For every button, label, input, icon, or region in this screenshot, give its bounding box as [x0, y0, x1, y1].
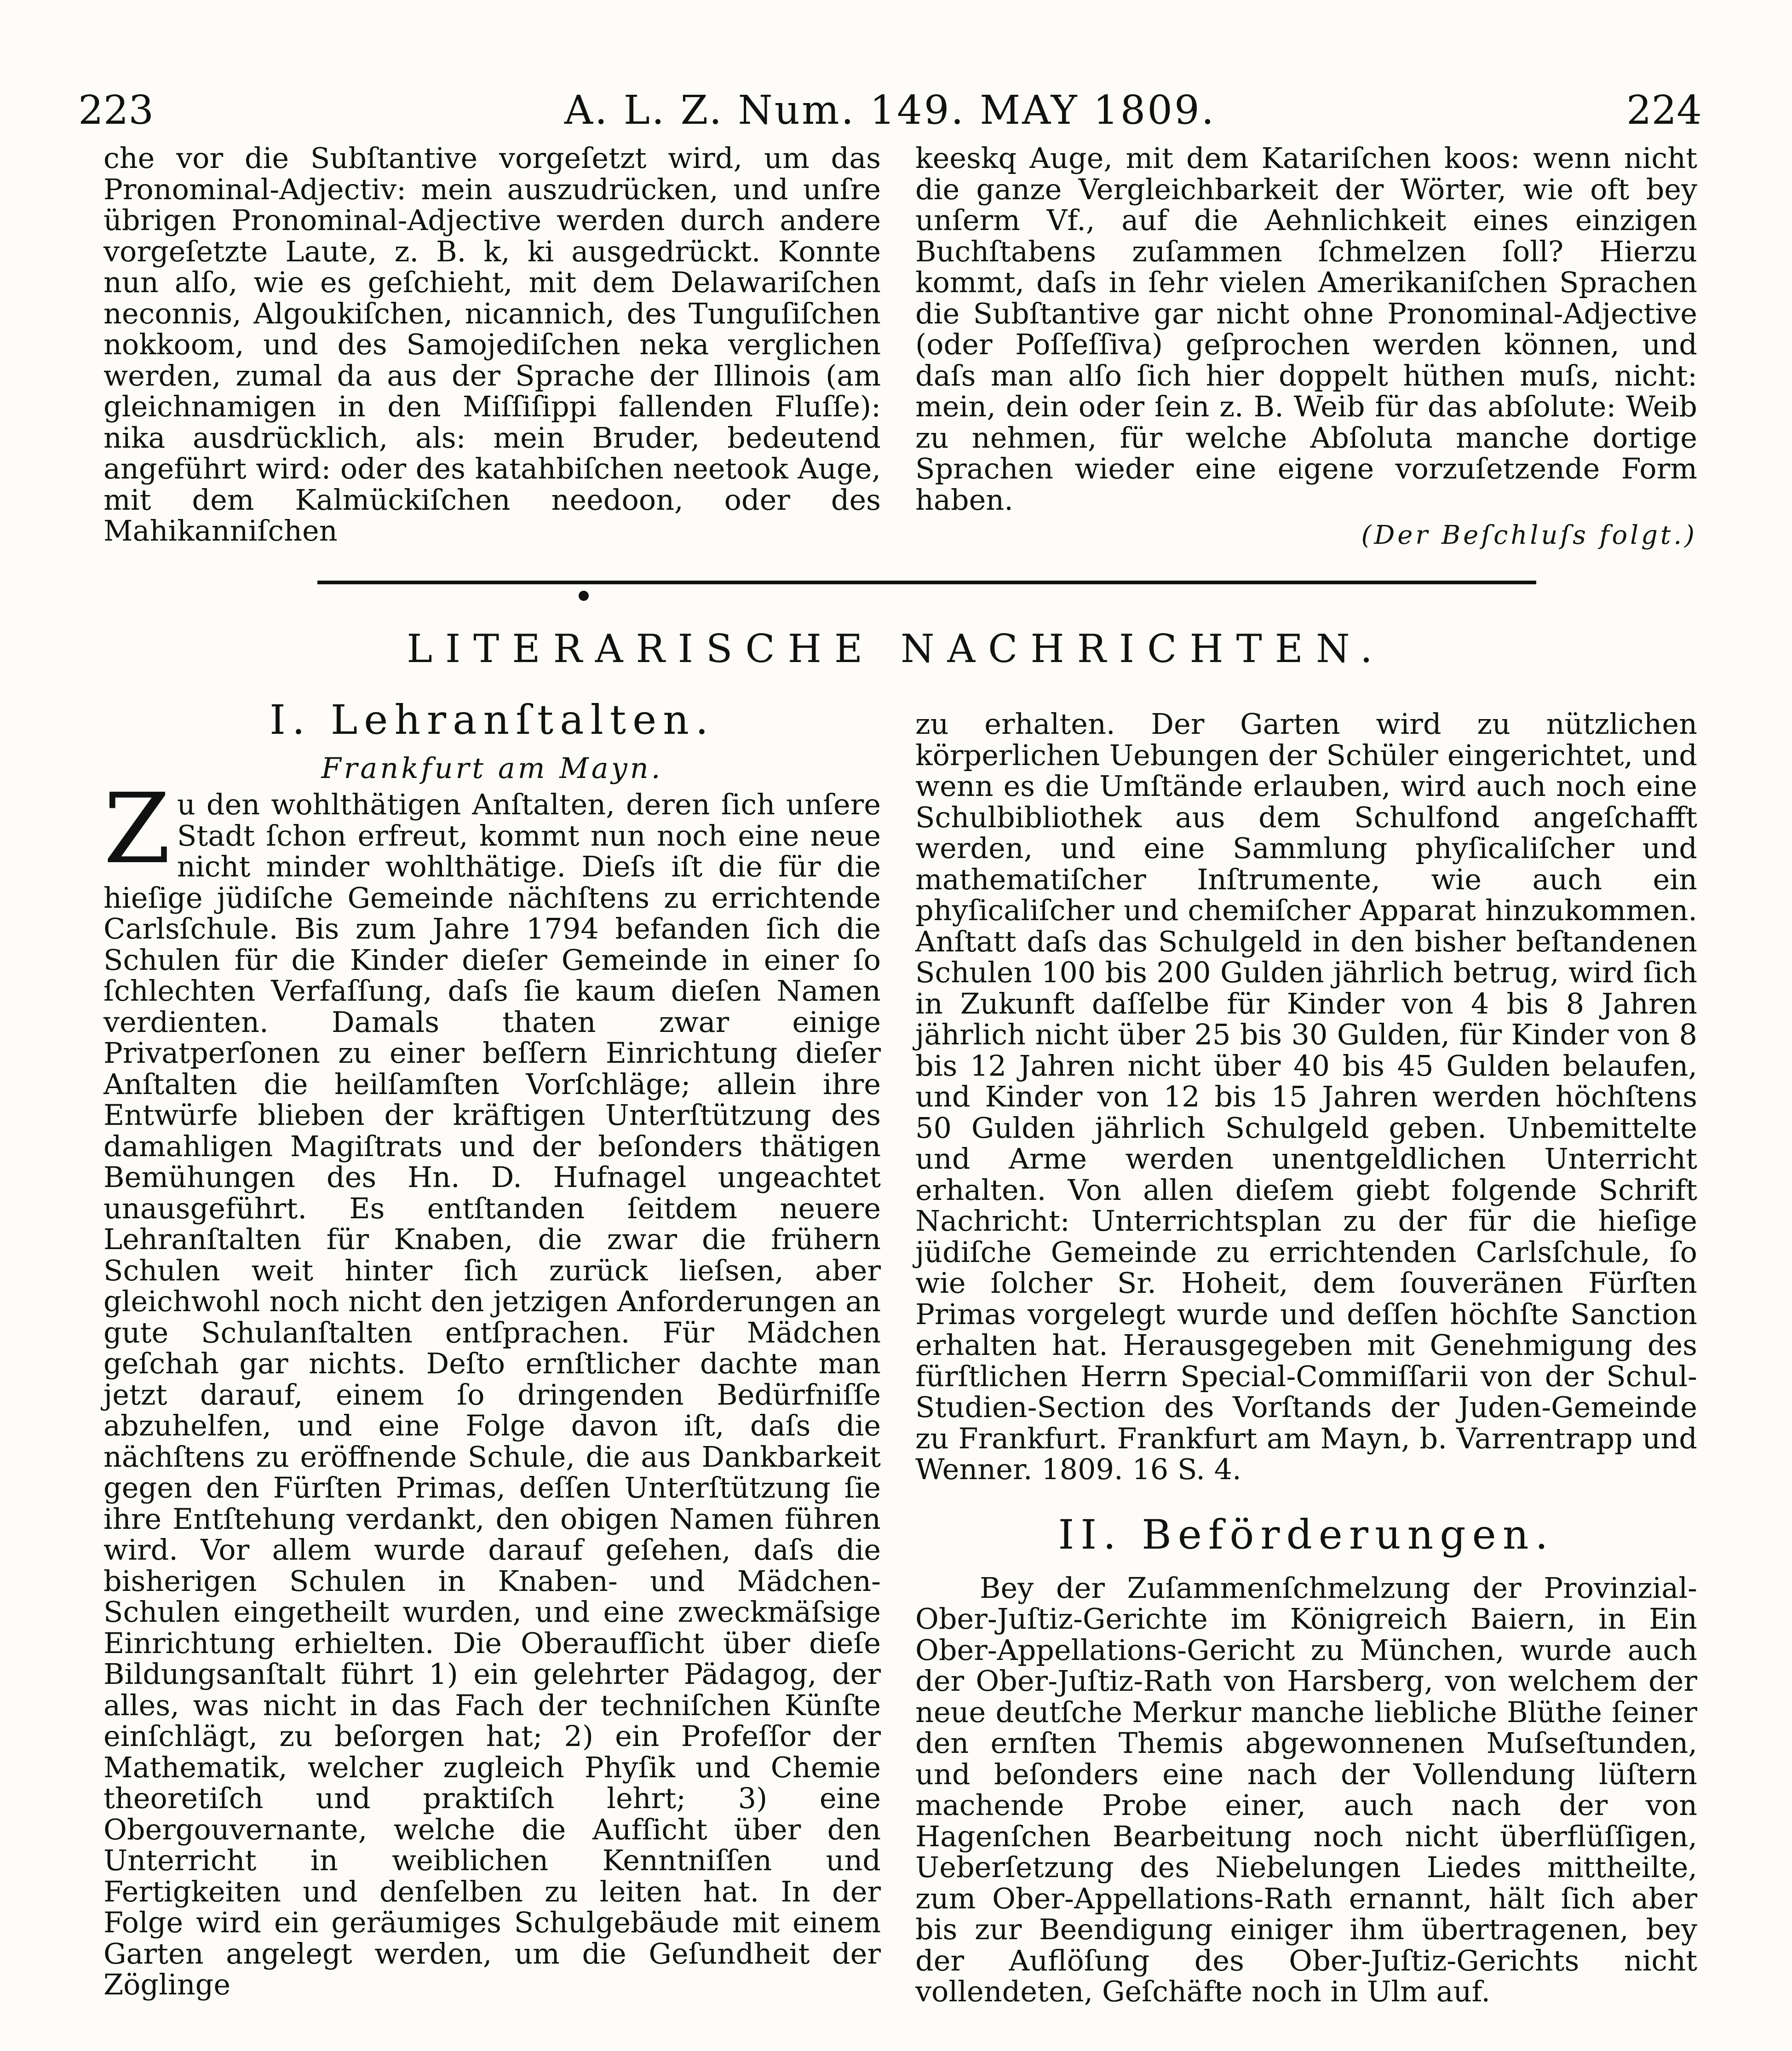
section-title: LITERARISCHE NACHRICHTEN.	[407, 626, 1385, 671]
top-left-column	[103, 143, 881, 547]
page-header	[78, 83, 1702, 138]
article-paragraph-right: zu erhalten. Der Garten wird zu nützlichen körperlichen Uebungen der Schüler eingerichtet, und wenn es die Umſtände erlauben, wird auch noch eine Schulbibliothek aus dem Schulfond angeſchafft werden, und eine Sammlung phyſicaliſcher und mathematiſcher Inſtrumente, wie auch ein phyſicaliſcher und chemiſcher Apparat hinzukommen. Anſtatt daſs das Schulgeld in den bisher beſtandenen Schulen 100 bis 200 Gulden jährlich betrug, wird ſich in Zukunft daſſelbe für Kinder von 4 bis 8 Jahren jährlich nicht über 25 bis 30 Gulden, für Kinder von 8 bis 12 Jahren nicht über 40 bis 45 Gulden belaufen, und Kinder von 12 bis 15 Jahren werden höchſtens 50 Gulden jährlich Schulgeld geben. Unbemittelte und Arme werden unentgeldlichen Unterricht erhalten. Von allen dieſem giebt folgende Schrift Nachricht: Unterrichtsplan zu der für die hieſige jüdiſche Gemeinde zu errichtenden Carlsſchule, ſo wie ſolcher Sr. Hoheit, dem ſouveränen Fürſten Primas vorgelegt wurde und deſſen höchſte Sanction erhalten hat. Herausgegeben mit Genehmigung des fürſtlichen Herrn Special-Commiſſarii von der Schul-Studien-Section des Vorſtands der Juden-Gemeinde zu Frankfurt. Frankfurt am Mayn, b. Varrentrapp und Wenner. 1809. 16 S. 4.	[915, 707, 1697, 1486]
continuation-note: (Der Beſchluſs folgt.)	[1361, 520, 1697, 550]
section-divider	[317, 581, 1536, 584]
article-paragraph-left	[103, 772, 881, 2001]
subsection-heading-lehranstalten: I. Lehranſtalten.	[270, 696, 715, 743]
drop-cap: Z	[103, 772, 171, 885]
running-title: A. L. Z. Num. 149. MAY 1809.	[564, 87, 1216, 133]
dateline-place: Frankfurt am Mayn.	[321, 751, 663, 785]
top-right-paragraph: keeskq Auge, mit dem Katariſchen koos: wenn nicht die ganze Vergleichbarkeit der Wörter, wie oft bey unſerm Vf., auf die Aehnlichkeit eines einzigen Buchſtabens zuſammen ſchmelzen ſoll? Hierzu kommt, daſs in ſehr vielen Amerikaniſchen Sprachen die Subſtantive gar nicht ohne Pronominal-Adjective (oder Poſſeſſiva) geſprochen werden können, und daſs man alſo ſich hier doppelt hüthen muſs, nicht: mein, dein oder ſein z. B. Weib für das abſolute: Weib zu nehmen, für welche Abſoluta manche dortige Sprachen wieder eine eigene vorzuſetzende Form haben.	[915, 141, 1697, 517]
lower-right-column	[915, 709, 1697, 2007]
article-text-left: u den wohlthätigen Anſtalten, deren ſich unſere Stadt ſchon erfreut, kommt nun noch eine neue nicht minder wohlthätige. Dieſs iſt die für die hieſige jüdiſche Gemeinde nächſtens zu errichtende Carlsſchule. Bis zum Jahre 1794 befanden ſich die Schulen für die Kinder dieſer Gemeinde in einer ſo ſchlechten Verfaſſung, daſs ſie kaum dieſen Namen verdienten. Damals thaten zwar einige Privatperſonen zu einer beſſern Einrichtung dieſer Anſtalten die heilſamſten Vorſchläge; allein ihre Entwürfe blieben der kräftigen Unterſtützung des damahligen Magiſtrats und der beſonders thätigen Bemühungen des Hn. D. Hufnagel ungeachtet unausgeführt. Es entſtanden ſeitdem neuere Lehranſtalten für Knaben, die zwar die frühern Schulen weit hinter ſich zurück lieſsen, aber gleichwohl noch nicht den jetzigen Anforderungen an gute Schulanſtalten entſprachen. Für Mädchen geſchah gar nichts. Deſto ernſtlicher dachte man jetzt darauf, einem ſo dringenden Bedürfniſſe abzuhelfen, und eine Folge davon iſt, daſs die nächſtens zu eröffnende Schule, die aus Dankbarkeit gegen den Fürſten Primas, deſſen Unterſtützung ſie ihre Entſtehung verdankt, den obigen Namen führen wird. Vor allem wurde darauf geſehen, daſs die bisherigen Schulen in Knaben- und Mädchen-Schulen eingetheilt wurden, und eine zweckmäſsige Einrichtung erhielten. Die Oberaufſicht über dieſe Bildungsanſtalt führt 1) ein gelehrter Pädagog, der alles, was nicht in das Fach der techniſchen Künſte einſchlägt, zu beſorgen hat; 2) ein Profeſſor der Mathematik, welcher zugleich Phyſik und Chemie theoretiſch und praktiſch lehrt; 3) eine Obergouvernante, welche die Aufſicht über den Unterricht in weiblichen Kenntniſſen und Fertigkeiten und denſelben zu leiten hat. In der Folge wird ein geräumiges Schulgebäude mit einem Garten angelegt werden, um die Geſundheit der Zöglinge	[103, 788, 881, 2001]
promotion-paragraph: Bey der Zuſammenſchmelzung der Provinzial-Ober-Juſtiz-Gerichte im Königreich Baiern, in Ein Ober-Appellations-Gericht zu München, wurde auch der Ober-Juſtiz-Rath von Harsberg, von welchem der neue deutſche Merkur manche liebliche Blüthe ſeiner den ernſten Themis abgewonnenen Muſseſtunden, und beſonders eine nach der Vollendung lüſtern machende Probe einer, auch nach der von Hagenſchen Bearbeitung noch nicht überflüſſigen, Ueberſetzung des Niebelungen Liedes mittheilte, zum Ober-Appellations-Rath ernannt, hält ſich aber bis zur Beendigung einiger ihm übertragenen, bey der Auflöſung des Ober-Juſtiz-Gerichts nicht vollendeten, Geſchäfte noch in Ulm auf.	[915, 1571, 1697, 2008]
page-number-right: 224	[1626, 87, 1702, 133]
page-number-left: 223	[78, 87, 154, 133]
top-left-paragraph: che vor die Subſtantive vorgeſetzt wird, um das Pronominal-Adjectiv: mein auszudrücken, und unſre übrigen Pronominal-Adjective werden durch andere vorgeſetzte Laute, z. B. k, ki ausgedrückt. Konnte nun alſo, wie es geſchieht, mit dem Delawariſchen neconnis, Algoukiſchen, nicannich, des Tunguſiſchen nokkoom, und des Samojediſchen neka verglichen werden, zumal da aus der Sprache der Illinois (am gleichnamigen in den Miſſiſippi fallenden Fluſſe): nika ausdrücklich, als: mein Bruder, bedeutend angeführt wird: oder des katahbiſchen neetook Auge, mit dem Kalmückiſchen needoon, oder des Mahikanniſchen	[103, 141, 881, 547]
top-right-column	[915, 143, 1697, 551]
lower-left-column	[103, 692, 881, 2000]
divider-dot	[579, 591, 589, 601]
subsection-heading-befoerderungen: II. Beförderungen.	[1058, 1510, 1555, 1558]
